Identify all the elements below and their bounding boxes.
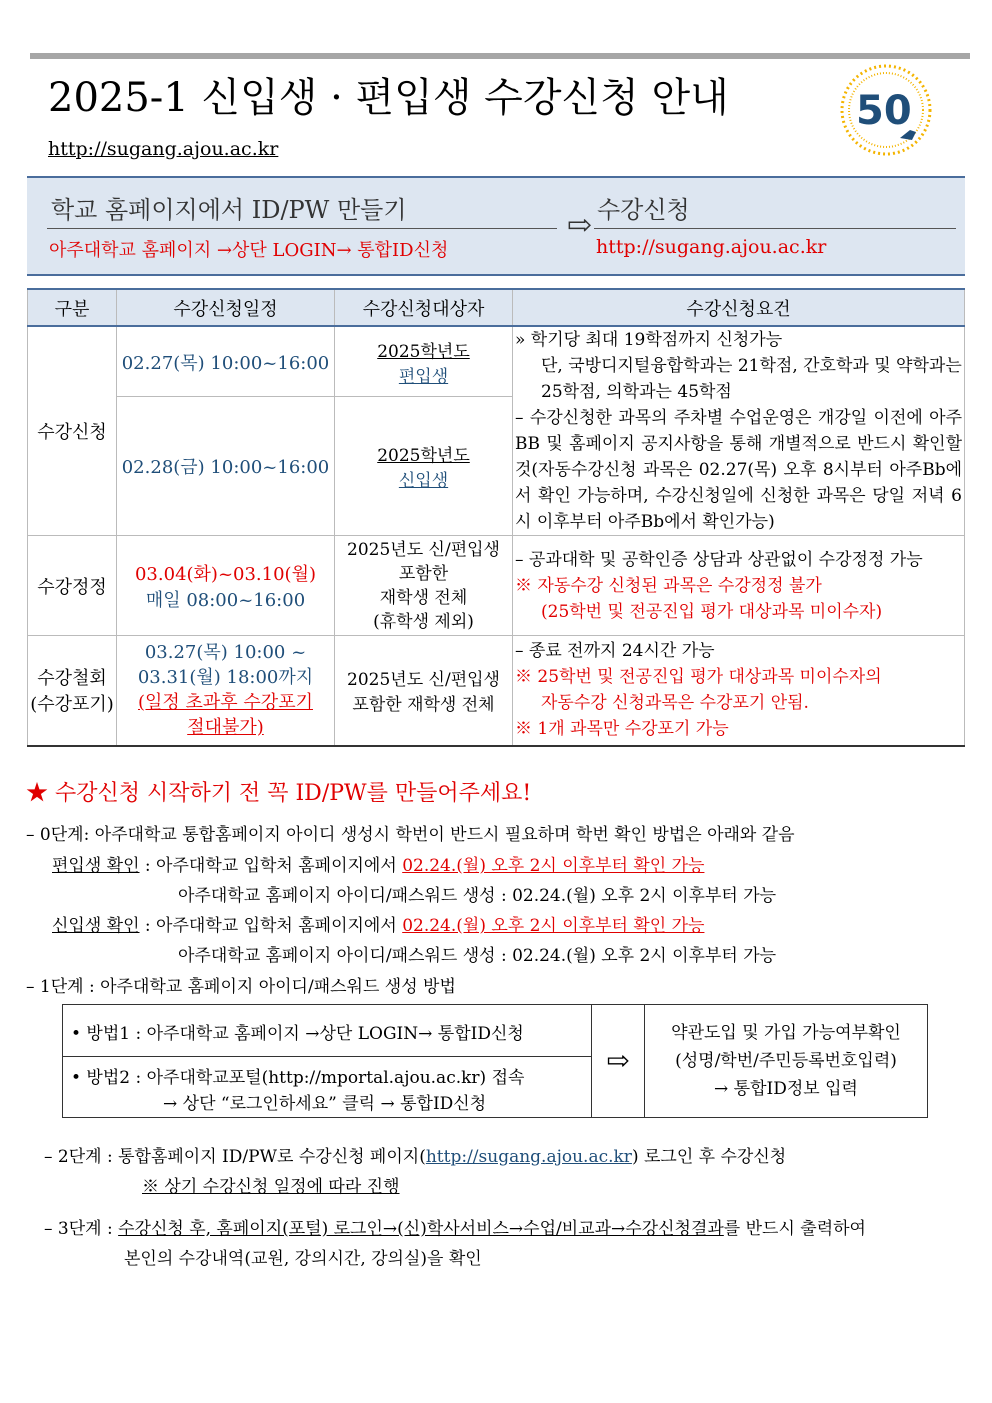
method-result: 약관도입 및 가입 가능여부확인 (성명/학번/주민등록번호입력) → 통합ID정보 입력 (671, 1023, 901, 1099)
top-rule (30, 53, 970, 59)
id-box-right-link[interactable]: http://sugang.ajou.ac.kr (596, 236, 827, 258)
adjust-requirement: – 공과대학 및 공학인증 상담과 상관없이 수강정정 가능 ※ 자동수강 신청된 과목은 수강정정 불가 (25학번 및 전공진입 평가 대상과목 미이수자) (513, 536, 965, 636)
method1: • 방법1 : 아주대학교 홈페이지 →상단 LOGIN→ 통합ID신청 (63, 1005, 592, 1057)
step1-text: – 1단계 : 아주대학교 홈페이지 아이디/패스워드 생성 방법 (26, 977, 456, 997)
reg-date-2: 02.28(금) 10:00~16:00 (117, 397, 335, 536)
right-arrow-icon: ⇨ (567, 208, 593, 243)
withdraw-requirement: – 종료 전까지 24시간 가능 ※ 25학번 및 전공진입 평가 대상과목 미이수자의 자동수강 신청과목은 수강포기 안됨. ※ 1개 과목만 수강포기 가능 (513, 636, 965, 746)
withdraw-target: 2025년도 신/편입생 포함한 재학생 전체 (335, 636, 513, 746)
id-box-left-title: 학교 홈페이지에서 ID/PW 만들기 (51, 196, 407, 224)
withdraw-label: 수강철회 (수강포기) (28, 636, 117, 746)
reg-requirement: » 학기당 최대 19학점까지 신청가능 단, 국방디지털융합학과는 21학점, 간호학과 및 약학과는 25학점, 의학과는 45학점 – 수강신청한 과목의 주차별 수업운영은 개강일 이전에 아주BB 및 홈페이지 공지사항을 통해 개별적으로 반드시 확인할 것(자동수강신청 과목은 02.27(목) 오후 8시부터 아주Bb에서 확인 가능하며, 수강신청일에 신청한 과목은 당일 저녁 6시 이후부터 아주Bb에서 확인가능) (513, 326, 965, 536)
step3-line2: 본인의 수강내역(교원, 강의시간, 강의실)을 확인 (124, 1249, 482, 1269)
logo-text: 50 (856, 88, 912, 134)
id-box-right-title: 수강신청 (597, 196, 690, 224)
reg-target-2: 2025학년도 신입생 (335, 397, 513, 536)
header-category: 구분 (28, 289, 117, 326)
sugang-link[interactable]: http://sugang.ajou.ac.kr (48, 138, 279, 160)
method2: • 방법2 : 아주대학교포털(http://mportal.ajou.ac.kr) 접속 → 상단 “로그인하세요” 클릭 → 통합ID신청 (63, 1057, 592, 1117)
reg-date-1: 02.27(목) 10:00~16:00 (117, 326, 335, 397)
reg-label: 수강신청 (28, 326, 117, 536)
step2-text: – 2단계 : 통합홈페이지 ID/PW로 수강신청 페이지(http://sugang.ajou.ac.kr) 로그인 후 수강신청 (44, 1147, 787, 1167)
header-schedule: 수강신청일정 (117, 289, 335, 326)
id-creation-box (27, 176, 965, 276)
adjust-label: 수강정정 (28, 536, 117, 636)
table-row (28, 536, 965, 636)
table-header-row (28, 289, 965, 326)
withdraw-date: 03.27(목) 10:00 ~ 03.31(월) 18:00까지 (일정 초과후 수강포기 절대불가) (117, 636, 335, 746)
step3-text: – 3단계 : 수강신청 후, 홈페이지(포털) 로그인→(신)학사서비스→수업/비교과→수강신청결과를 반드시 출력하여 (44, 1219, 866, 1239)
star-notice: ★ 수강신청 시작하기 전 꼭 ID/PW를 만들어주세요! (26, 781, 532, 806)
freshman-check: 신입생 확인 : 아주대학교 입학처 홈페이지에서 02.24.(월) 오후 2시 이후부터 확인 가능 (52, 916, 705, 936)
step0-text: – 0단계: 아주대학교 통합홈페이지 아이디 생성시 학번이 반드시 필요하며 학번 확인 방법은 아래와 같음 (26, 825, 795, 845)
header-target: 수강신청대상자 (335, 289, 513, 326)
page-title: 2025-1 신입생 · 편입생 수강신청 안내 (48, 75, 729, 121)
method-box (62, 1004, 928, 1118)
anniversary-logo (838, 62, 934, 158)
transfer-line2: 아주대학교 홈페이지 아이디/패스워드 생성 : 02.24.(월) 오후 2시 이후부터 가능 (178, 886, 777, 906)
right-arrow-icon: ⇨ (592, 1005, 645, 1117)
header-requirement: 수강신청요건 (513, 289, 965, 326)
step2-note: ※ 상기 수강신청 일정에 따라 진행 (142, 1177, 400, 1197)
reg-target-1: 2025학년도 편입생 (335, 326, 513, 397)
id-box-left-sub: 아주대학교 홈페이지 →상단 LOGIN→ 통합ID신청 (49, 240, 449, 261)
transfer-check: 편입생 확인 : 아주대학교 입학처 홈페이지에서 02.24.(월) 오후 2시 이후부터 확인 가능 (52, 856, 705, 876)
freshman-line2: 아주대학교 홈페이지 아이디/패스워드 생성 : 02.24.(월) 오후 2시 이후부터 가능 (178, 946, 777, 966)
table-row (28, 636, 965, 746)
table-row (28, 326, 965, 397)
adjust-target: 2025년도 신/편입생 포함한 재학생 전체 (휴학생 제외) (335, 536, 513, 636)
step2-link[interactable]: http://sugang.ajou.ac.kr (425, 1147, 632, 1167)
adjust-date: 03.04(화)~03.10(월) 매일 08:00~16:00 (117, 536, 335, 636)
schedule-table (27, 288, 965, 747)
